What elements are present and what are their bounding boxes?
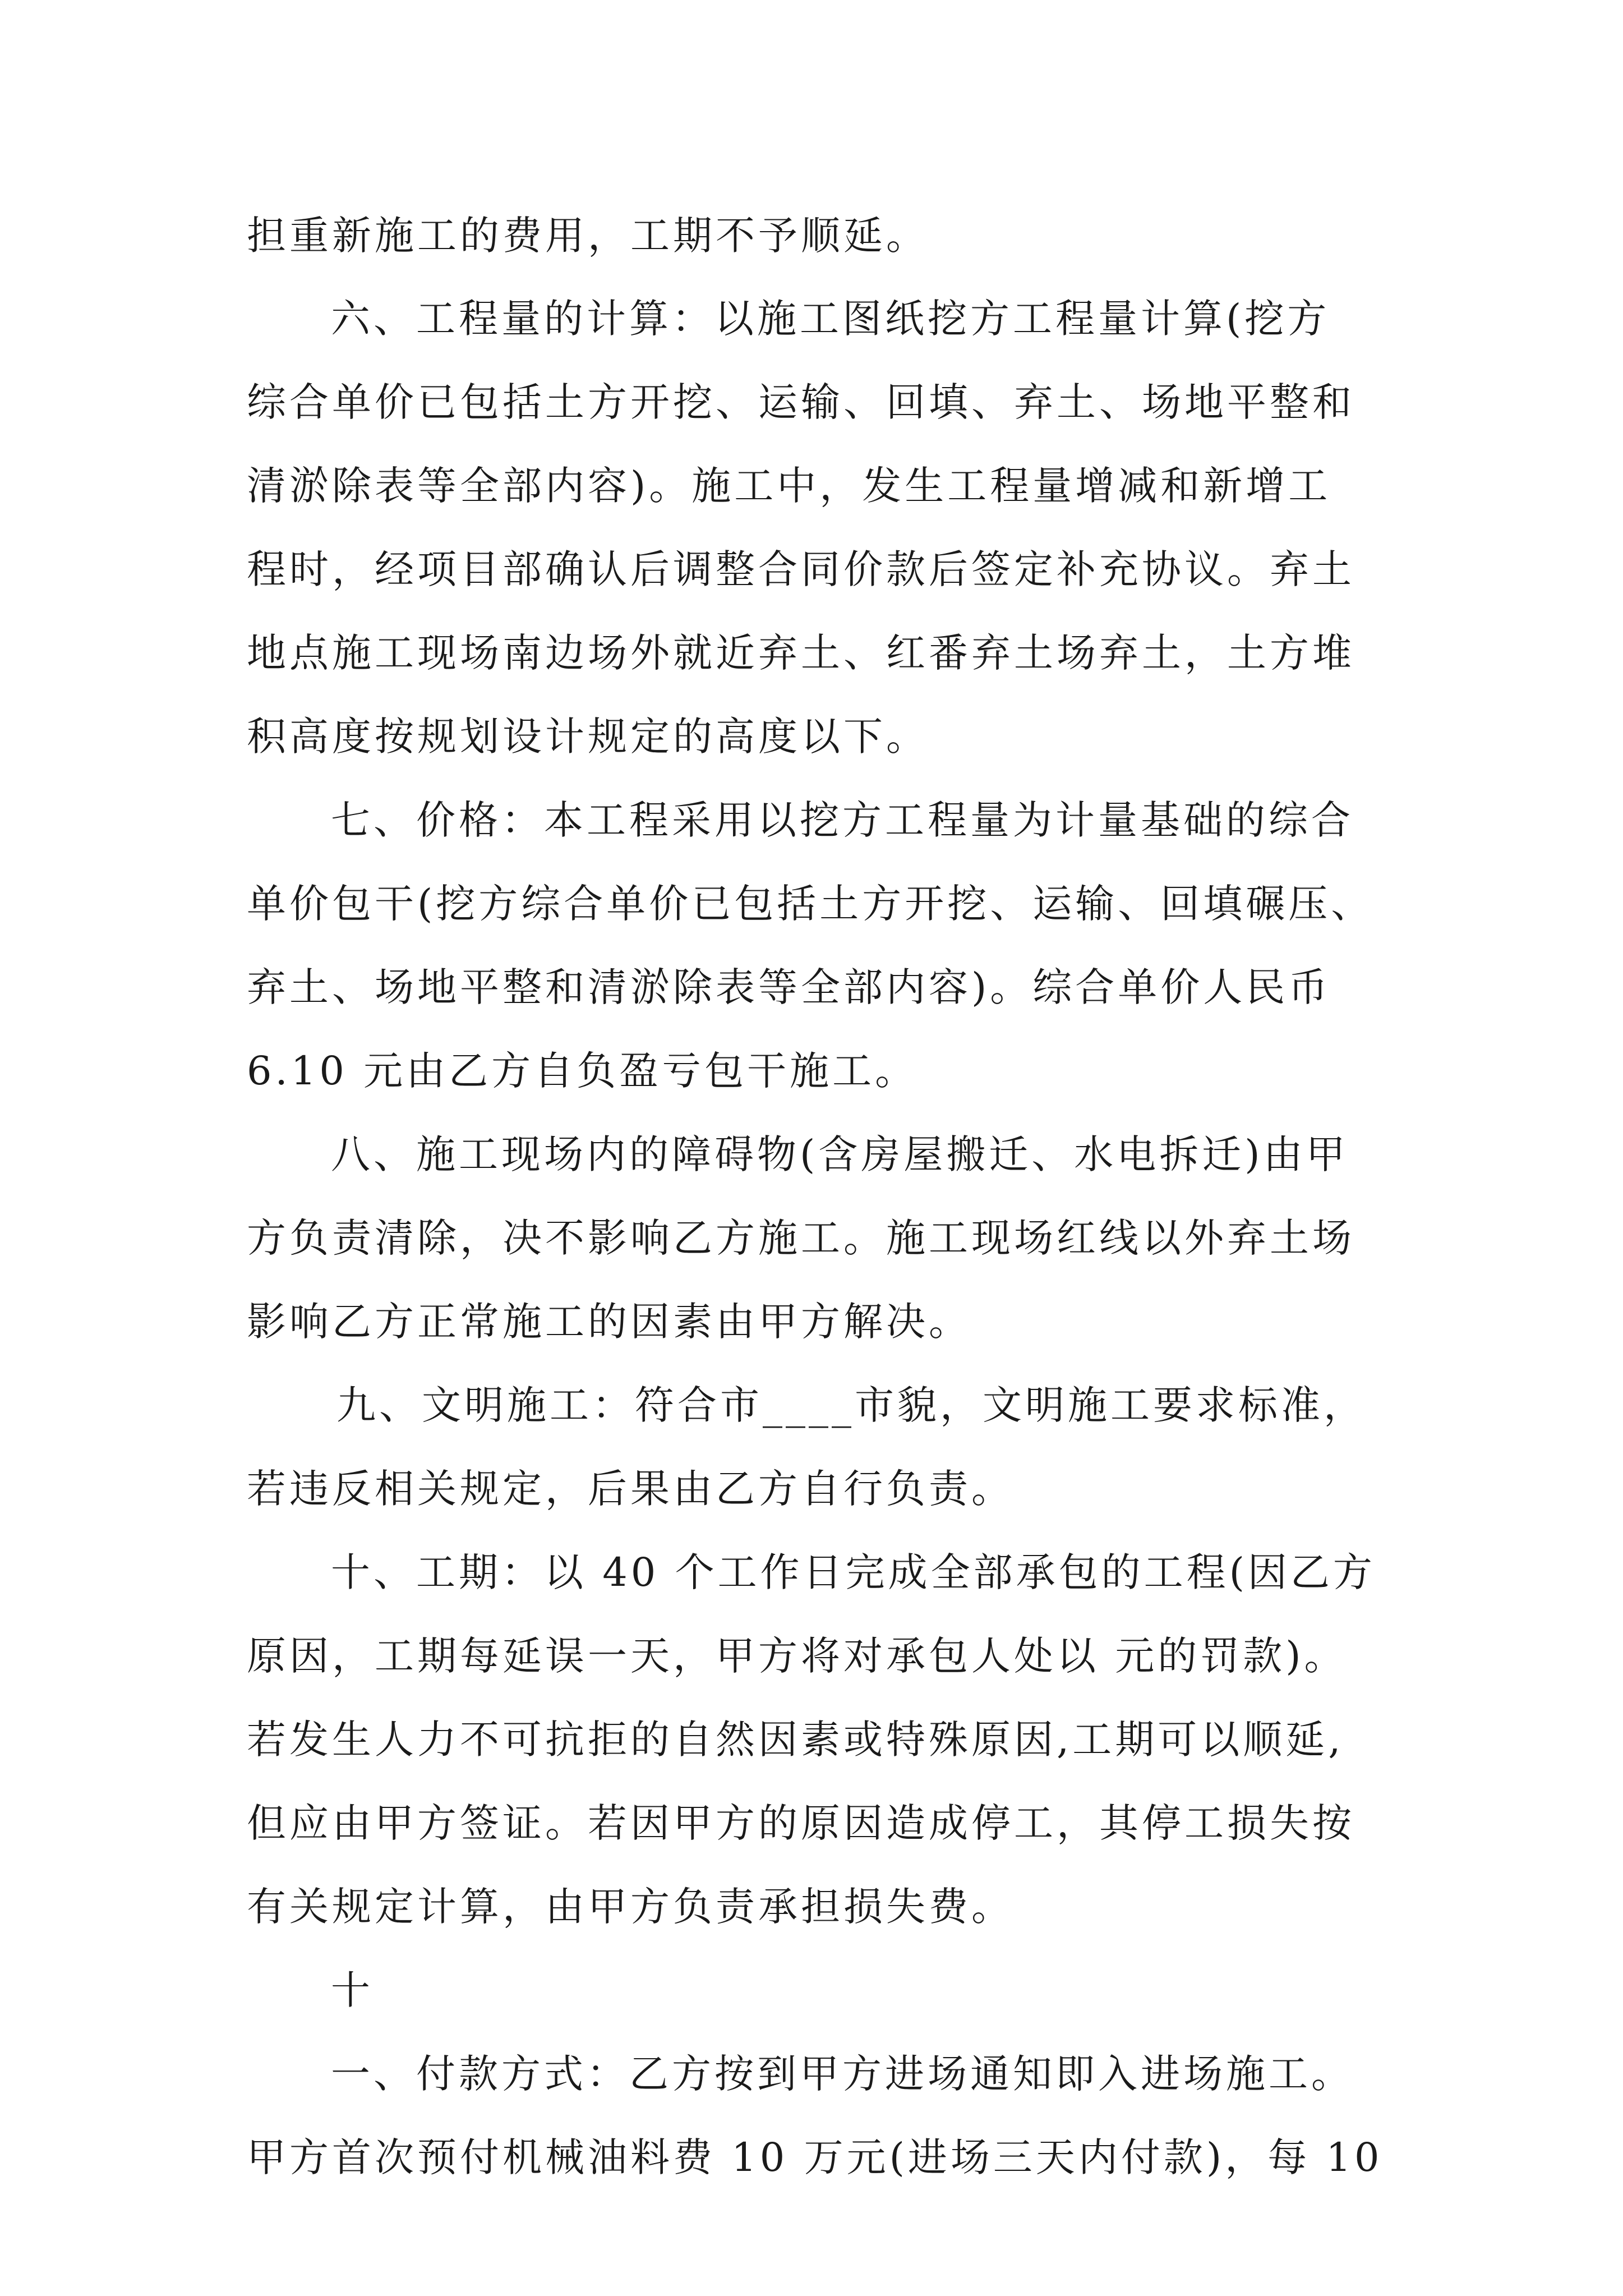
text-line: 若发生人力不可抗拒的自然因素或特殊原因,工期可以顺延, [247,1717,1344,1763]
section-10-heading-line: 十、工期：以 40 个工作日完成全部承包的工程(因乙方 [331,1549,1376,1595]
text-line: 单价包干(挖方综合单价已包括土方开挖、运输、回填碾压、 [247,881,1374,927]
text-line: 甲方首次预付机械油料费 10 万元(进场三天内付款)，每 10 [247,2134,1383,2180]
section-11-number-line: 十 [331,1967,374,2013]
text-line: 综合单价已包括土方开挖、运输、回填、弃土、场地平整和 [247,379,1355,425]
text-line: 弃土、场地平整和清淤除表等全部内容)。综合单价人民币 [247,964,1331,1010]
text-line: 地点施工现场南边场外就近弃土、红番弃土场弃土，土方堆 [247,630,1355,676]
text-line: 若违反相关规定，后果由乙方自行负责。 [247,1466,1014,1512]
text-line: 方负责清除，决不影响乙方施工。施工现场红线以外弃土场 [247,1215,1355,1261]
text-line: 影响乙方正常施工的因素由甲方解决。 [247,1299,971,1345]
section-7-heading-line: 七、价格：本工程采用以挖方工程量为计量基础的综合 [331,797,1354,843]
text-line: 有关规定计算，由甲方负责承担损失费。 [247,1884,1014,1930]
section-9-heading-line: 九、文明施工：符合市____市貌，文明施工要求标准， [336,1382,1366,1428]
text-line: 但应由甲方签证。若因甲方的原因造成停工，其停工损失按 [247,1800,1355,1846]
text-line: 程时，经项目部确认后调整合同价款后签定补充协议。弃土 [247,546,1355,592]
section-6-heading-line: 六、工程量的计算：以施工图纸挖方工程量计算(挖方 [331,296,1330,342]
text-line: 原因，工期每延误一天，甲方将对承包人处以 元的罚款)。 [247,1633,1347,1679]
text-line: 清淤除表等全部内容)。施工中，发生工程量增减和新增工 [247,463,1331,509]
text-line: 担重新施工的费用，工期不予顺延。 [247,213,929,259]
text-line: 6.10 元由乙方自负盈亏包干施工。 [247,1048,918,1094]
text-line: 积高度按规划设计规定的高度以下。 [247,714,929,760]
section-8-heading-line: 八、施工现场内的障碍物(含房屋搬迁、水电拆迁)由甲 [331,1131,1349,1177]
section-11-heading-line: 一、付款方式：乙方按到甲方进场通知即入进场施工。 [331,2051,1354,2097]
